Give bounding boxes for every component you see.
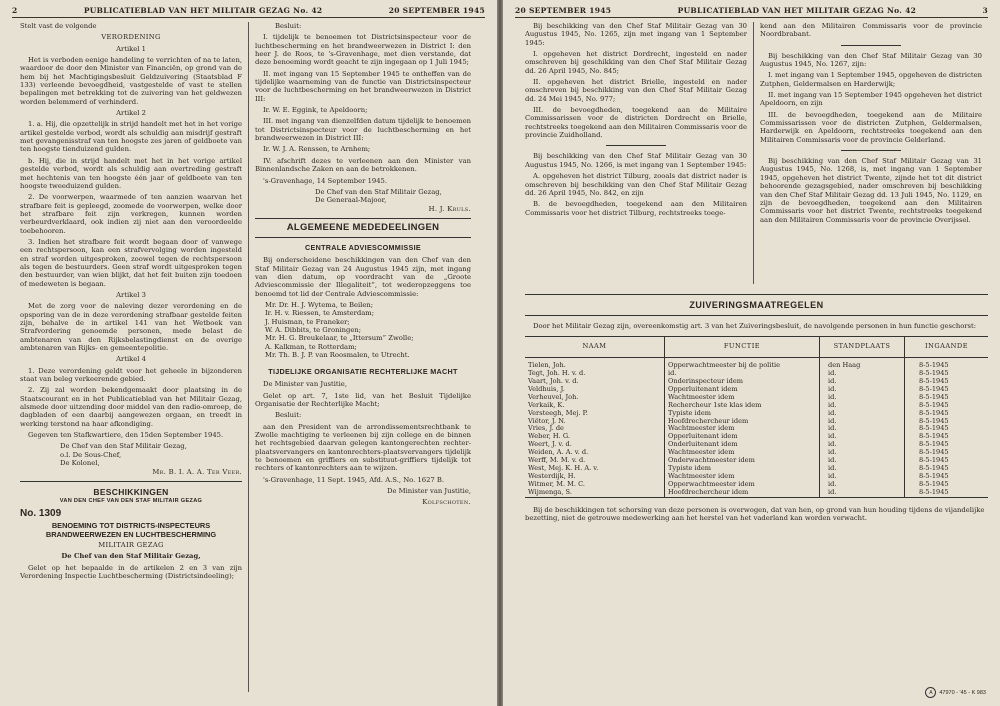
cell-location: id. xyxy=(820,481,905,489)
divider xyxy=(255,218,471,219)
article-1-title: Artikel 1 xyxy=(116,44,146,53)
running-header-left xyxy=(12,6,485,18)
cell-name: Tielen, Joh. xyxy=(528,361,566,370)
cell-start-date: 8-5-1945 xyxy=(905,358,989,370)
signature-line-3: De Kolonel, xyxy=(60,459,100,468)
signatory-name: H. J. Kruls. xyxy=(428,204,471,213)
cell-function: Opperwachtmeester idem xyxy=(665,481,820,489)
notice-1-item-3: III. de bevoegdheden, toegekend aan de Militaire Commissarissen voor de districten Dordrecht en Brielle, rechtstreeks toegekend aan den Militairen Commissaris voor de provincie Zuidholland. xyxy=(525,106,747,140)
cell-name: Verkaik, K. xyxy=(528,400,565,409)
cell-name: Tegt, Joh. H. v. d. xyxy=(528,369,586,378)
cell-location: id. xyxy=(820,449,905,457)
cell-name: Witmer, M. M. C. xyxy=(528,479,585,488)
cell-start-date: 8-5-1945 xyxy=(905,481,989,489)
given-line: Gegeven ten Stafkwartiere, den 15den September 1945. xyxy=(28,431,224,440)
decision-item-4: IV. afschrift dezes te verleenen aan den Minister van Binnenlandsche Zaken en aan de betrokkenen. xyxy=(255,156,471,174)
cell-function: Typiste idem xyxy=(665,465,820,473)
cell-name: Verheuvel, Joh. xyxy=(528,392,579,401)
cell-start-date: 8-5-1945 xyxy=(905,433,989,441)
decision-number: No. 1309 xyxy=(20,507,62,519)
column-rule xyxy=(753,22,754,284)
cell-start-date: 8-5-1945 xyxy=(905,394,989,402)
publication-title: PUBLICATIEBLAD VAN HET MILITAIR GEZAG No. 42 xyxy=(83,6,323,15)
list-item: W. A. Dibbits, te Groningen; xyxy=(265,325,362,334)
list-item: Mr. Th. B. J. P. van Roosmalen, te Utrecht. xyxy=(265,351,410,359)
right-column-1 xyxy=(525,22,747,284)
cell-name: Weber, H. G. xyxy=(528,432,570,441)
cell-location: den Haag xyxy=(820,358,905,370)
cell-start-date: 8-5-1945 xyxy=(905,449,989,457)
cell-function: Opperwachtmeester bij de politie xyxy=(665,358,820,370)
printer-seal-icon: A xyxy=(925,687,936,698)
left-page xyxy=(0,0,497,706)
article-1-text: Het is verboden eenige handeling te verrichten of na te laten, waardoor de door den Minister van Financiën, op grond van de hem bij het Machtigingsbesluit Geldzuivering (Staatsblad F 133) verleende bevoegdheid, vastgestelde of vast te stellen bepalingen met betrekking tot de zuivering van het geldwezen worden belemmerd of verhinderd. xyxy=(20,56,242,106)
list-item: Ir. H. v. Riessen, te Amsterdam; xyxy=(265,309,375,318)
purge-intro: Door het Militair Gezag zijn, overeenkomstig art. 3 van het Zuiveringsbesluit, de navolgende personen in hun functie geschorst: xyxy=(533,322,977,330)
cell-function: Typiste idem xyxy=(665,410,820,418)
cell-start-date: 8-5-1945 xyxy=(905,402,989,410)
notice-4-text: Bij beschikking van den Chef Staf Militair Gezag van 31 Augustus 1945, No. 1268, is, met ingang van 1 September 1945, opgeheven het district Twente, zijnde het tot dit district behoorende gezagsgebied, nader omschreven bij beschikking van den Chef Staf Militair Gezag dd. 13 Juli 1945, No. 1129, en zijn de bevoegdheden, toegekend aan den Militairen Commissaris voor het district Twente, rechtstreeks toegekend aan den Militairen Commissaris voor de provincie Overijssel. xyxy=(760,157,982,224)
cell-location: id. xyxy=(820,489,905,497)
left-column-2 xyxy=(255,22,471,692)
decisions-heading: BESCHIKKINGEN xyxy=(93,486,169,497)
list-item: Mr. Dr. H. J. Wytema, te Beilen; xyxy=(265,300,374,309)
running-header-right xyxy=(515,6,988,18)
right-column-2 xyxy=(760,22,982,284)
cell-function: Onderinspecteur idem xyxy=(665,378,820,386)
column-header-location: STANDPLAATS xyxy=(820,337,905,358)
cell-name: Weert, J. v. d. xyxy=(528,440,572,449)
article-4-title: Artikel 4 xyxy=(116,355,146,364)
place-date: 's-Gravenhage, 14 September 1945. xyxy=(263,176,388,185)
cell-name: Viëtor, J. N. xyxy=(528,416,566,425)
cell-function: Opperluitenant idem xyxy=(665,386,820,394)
cell-name: Wijmenga, S. xyxy=(528,487,572,496)
cell-function: Onderluitenant idem xyxy=(665,441,820,449)
cell-start-date: 8-5-1945 xyxy=(905,418,989,426)
page-number: 2 xyxy=(12,6,18,15)
announcements-heading: ALGEMEENE MEDEDEELINGEN xyxy=(286,221,440,233)
purge-footnote: Bij de beschikkingen tot schorsing van deze personen is overwogen, dat van hen, op grond van hun houding tijdens de vijandelijke bezetting, niet de getrouwe medewerking aan het herstel van het vaderland kan worden verwacht. xyxy=(525,505,985,522)
decision-title: BENOEMING TOT DISTRICTS-INSPECTEURS BRANDWEERWEZEN EN LUCHTBESCHERMING xyxy=(45,520,217,539)
cell-location: id. xyxy=(820,410,905,418)
table-header-row xyxy=(525,337,988,358)
signature-line-1: De Chef van den Staf Militair Gezag, xyxy=(315,187,442,196)
divider xyxy=(606,145,666,146)
cell-location: id. xyxy=(820,441,905,449)
intro-text: Stelt vast de volgende xyxy=(20,22,97,30)
purge-measures-heading: ZUIVERINGSMAATREGELEN xyxy=(525,294,988,316)
notice-2-continued: kend aan den Militairen Commissaris voor de provincie Noordbrabant. xyxy=(760,22,982,39)
article-2-para-2: 2. De voorwerpen, waarmede of ten aanzien waarvan het strafbare feit is gepleegd, zoomede de voorwerpen, welke door het strafbare feit zijn verkregen, kunnen worden verbeurdverklaard, ook indien zij niet aan den veroordeelde toebehooren. xyxy=(20,193,242,235)
cell-start-date: 8-5-1945 xyxy=(905,370,989,378)
notice-1-item-2: II. opgeheven het district Brielle, ingesteld en nader omschreven bij beschikking van den Chef Staf Militair Gezag dd. 24 Mei 1945, No. 977; xyxy=(525,78,747,103)
cell-start-date: 8-5-1945 xyxy=(905,441,989,449)
left-column-1 xyxy=(20,22,242,692)
cell-function: Rechercheur 1ste klas idem xyxy=(665,402,820,410)
military-authority-label: MILITAIR GEZAG xyxy=(98,540,164,549)
list-item: J. Huisman, te Franeker; xyxy=(265,317,350,326)
cell-location: id. xyxy=(820,465,905,473)
decision-item-3-name: Ir. W. J. A. Renssen, te Arnhem; xyxy=(263,145,371,154)
cell-function: Hoofdrechercheur idem xyxy=(665,418,820,426)
article-2-para-3: 3. Indien het strafbare feit wordt begaan door of vanwege een rechtspersoon, kan een strafvervolging worden ingesteld en straf worden uitgesproken, zoowel tegen de rechtspersoon als tegen de bestuurders. Geen straf wordt uitgesproken tegen den bestuurder, van wien blijkt, dat het feit buiten zijn toedoen of medeweten is begaan. xyxy=(20,237,242,288)
printer-imprint xyxy=(925,687,986,698)
cell-start-date: 8-5-1945 xyxy=(905,378,989,386)
publication-date: 20 SEPTEMBER 1945 xyxy=(515,6,612,15)
cell-location: id. xyxy=(820,378,905,386)
cell-function: Wachtmeester idem xyxy=(665,473,820,481)
minister-name: Kolfschoten. xyxy=(422,498,471,507)
article-3-title: Artikel 3 xyxy=(116,290,146,299)
cell-name: Vries, J. de xyxy=(528,424,564,433)
cell-function: Wachtmeester idem xyxy=(665,449,820,457)
cell-function: id. xyxy=(665,370,820,378)
cell-start-date: 8-5-1945 xyxy=(905,425,989,433)
judicial-organisation-heading: TIJDELIJKE ORGANISATIE RECHTERLIJKE MACHT xyxy=(268,367,458,377)
column-header-start-date: INGAANDE xyxy=(905,337,989,358)
signature-line-1: De Chef van den Staf Militair Gezag, xyxy=(60,442,187,451)
cell-function: Onderwachtmeester idem xyxy=(665,457,820,465)
cell-function: Wachtmeester idem xyxy=(665,394,820,402)
cell-location: id. xyxy=(820,370,905,378)
besluit-label: Besluit: xyxy=(275,22,302,30)
cell-name: Veldhuis, J. xyxy=(528,384,565,393)
gelet-text: Gelet op het bepaalde in de artikelen 2 en 3 van zijn Verordening Inspectie Luchtbescherming (Districtsindeeling); xyxy=(20,563,242,580)
page-number: 3 xyxy=(982,6,988,15)
cell-name: Weiden, A. A. v. d. xyxy=(528,448,589,457)
article-2-title: Artikel 2 xyxy=(116,109,146,118)
table-body xyxy=(525,358,988,497)
notice-3-text: Bij beschikking van den Chef Staf Militair Gezag van 30 Augustus 1945, No. 1267, zijn: xyxy=(760,51,982,69)
decision-item-3: III. met ingang van dienzelfden datum tijdelijk te benoemen tot Districtsinspecteur voor de luchtbescherming en het brandweerwezen in District III: xyxy=(255,117,471,143)
cell-location: id. xyxy=(820,433,905,441)
chief-label: De Chef van den Staf Militair Gezag, xyxy=(61,552,201,561)
divider xyxy=(20,481,242,482)
judicial-decision-text: aan den President van de arrondissementsrechtbank te Zwolle machtiging te verleenen bij zijn college en de binnen het rechtsgebied daarvan gelegen kantongerechten rechter-plaatsvervangers en kantonrechters-plaatsvervangers tijdelijk te benoemen en griffiers en substituut-griffiers tijdelijk tot rechters of kantonrechters aan te wijzen. xyxy=(255,422,471,473)
cell-start-date: 8-5-1945 xyxy=(905,410,989,418)
cell-location: id. xyxy=(820,418,905,426)
article-2-para-1a: 1. a. Hij, die opzettelijk in strijd handelt met het in het vorige artikel gestelde verbod, wordt als schuldig aan misdrijf gestraft met gevangenisstraf van ten hoogste zes jaren of geldboete van ten hoogste tienduizend gulden. xyxy=(20,120,242,154)
minister-signature-line: De Minister van Justitie, xyxy=(387,487,471,496)
suspension-table xyxy=(525,336,988,497)
notice-2-text: Bij beschikking van den Chef Staf Militair Gezag van 30 Augustus 1945, No. 1266, is met ingang van 1 September 1945: xyxy=(525,152,747,169)
notice-2-item-a: A. opgeheven het district Tilburg, zooals dat district nader is omschreven bij beschikking van den Chef Staf Militair Gezag dd. 26 April 1945, No. 842, en zijn xyxy=(525,172,747,197)
divider xyxy=(841,45,901,46)
cell-start-date: 8-5-1945 xyxy=(905,489,989,497)
besluit-label-2: Besluit: xyxy=(275,411,302,420)
cell-location: id. xyxy=(820,386,905,394)
list-item: Mr. H. G. Breukelaar, te „Ittersum” Zwolle; xyxy=(265,334,414,343)
divider xyxy=(255,237,471,238)
article-3-text: Met de zorg voor de naleving dezer verordening en de opsporing van de in deze verordening strafbaar gestelde feiten zijn, behalve de in artikel 141 van het Wetboek van Strafvordering genoemde personen, mede belast de ambtenaren van den Rijksbelastingdienst en de overige ambtenaren van Rijks- en gemeentepolitie. xyxy=(20,302,242,353)
minister-label: De Minister van Justitie, xyxy=(263,380,347,389)
advisory-committee-heading: CENTRALE ADVIESCOMMISSIE xyxy=(305,243,421,253)
notice-3-item-3: III. de bevoegdheden, toegekend aan de Militaire Commissarissen voor de districten Zutphen, Geldermalsen, Harderwijk en Apeldoorn, rechtstreeks toegekend aan den Militairen Commissaris voor de provincie Gelderland. xyxy=(760,110,982,144)
ordinance-heading: VERORDENING xyxy=(101,33,161,42)
notice-3-item-1: I. met ingang van 1 September 1945, opgeheven de districten Zutphen, Geldermalsen en Harderwijk; xyxy=(760,71,982,88)
notice-1-item-1: I. opgeheven het district Dordrecht, ingesteld en nader omschreven bij geschikking van den Chef Staf Militair Gezag dd. 26 April 1945, No. 845; xyxy=(525,50,747,75)
article-4-para-1: 1. Deze verordening geldt voor het geheele in bijzonderen staat van beleg verkeerende gebied. xyxy=(20,366,242,384)
table-row xyxy=(525,489,988,497)
article-2-para-1b: b. Hij, die in strijd handelt met het in het vorige artikel gestelde verbod, wordt als schuldig aan overtreding gestraft met hechtenis van ten hoogste één jaar of geldboete van ten hoogste tweeduizend gulden. xyxy=(20,156,242,190)
cell-function: Opperluitenant idem xyxy=(665,433,820,441)
column-header-function: FUNCTIE xyxy=(665,337,820,358)
divider xyxy=(841,150,901,151)
district-notices xyxy=(525,22,988,284)
decisions-subheading: VAN DEN CHEF VAN DEN STAF MILITAIR GEZAG xyxy=(59,498,203,505)
cell-function: Wachtmeester idem xyxy=(665,425,820,433)
cell-name: West, Mej. K. H. A. v. xyxy=(528,463,599,472)
cell-name: Vaart, Joh. v. d. xyxy=(528,377,579,386)
cell-name: Westerdijk, H. xyxy=(528,471,576,480)
signature-line-2: o.l. De Sous-Chef, xyxy=(60,450,122,459)
column-header-name: NAAM xyxy=(525,337,665,358)
publication-title: PUBLICATIEBLAD VAN HET MILITAIR GEZAG No. 42 xyxy=(677,6,917,15)
cell-location: id. xyxy=(820,402,905,410)
right-page xyxy=(503,0,1000,706)
notice-3-item-2: II. met ingang van 15 September 1945 opgeheven het district Apeldoorn, en zijn xyxy=(760,91,982,108)
advisory-committee-text: Bij onderscheidene beschikkingen van den Chef van den Staf Militair Gezag van 24 Augustus 1945 zijn, met ingang van dien datum, op voordracht van de „Groote Adviescommissie der Illegaliteit”, tot wederopzeggens toe benoemd tot lid der Centrale Adviescommissie: xyxy=(255,256,471,298)
signatory-name: Mr. B. I. A. A. Ter Veer. xyxy=(152,467,242,476)
cell-start-date: 8-5-1945 xyxy=(905,473,989,481)
decision-item-2-name: Ir. W. E. Eggink, te Apeldoorn; xyxy=(263,106,368,115)
notice-2-item-b: B. de bevoegdheden, toegekend aan den Militairen Commissaris voor het district Tilburg, rechtstreeks toege- xyxy=(525,200,747,217)
cell-name: Versteegh, Mej. P. xyxy=(528,408,588,417)
member-list xyxy=(255,301,471,359)
publication-date: 20 SEPTEMBER 1945 xyxy=(388,6,485,15)
place-date-2: 's-Gravenhage, 11 Sept. 1945, Afd. A.S., No. 1627 B. xyxy=(263,475,445,484)
decision-item-2: II. met ingang van 15 September 1945 te ontheffen van de tijdelijke waarneming van de functie van Districtsinspecteur voor de luchtbescherming en het brandweerwezen in District III: xyxy=(255,69,471,103)
cell-location: id. xyxy=(820,394,905,402)
cell-location: id. xyxy=(820,457,905,465)
print-code: 47970 - '45 - K 983 xyxy=(939,689,986,696)
cell-function: Hoofdrechercheur idem xyxy=(665,489,820,497)
column-rule xyxy=(248,22,249,692)
judicial-gelet: Gelet op art. 7, 1ste lid, van het Besluit Tijdelijke Organisatie der Rechterlijke Macht; xyxy=(255,391,471,409)
list-item: A. Kalkman, te Rotterdam; xyxy=(265,342,357,351)
cell-start-date: 8-5-1945 xyxy=(905,457,989,465)
signature-line-2: De Generaal-Majoor, xyxy=(315,196,387,205)
article-4-para-2: 2. Zij zal worden bekendgemaakt door plaatsing in de Staatscourant en in het Publicatieblad van het Militair Gezag, alsmede door uitzending door middel van den radio-omroep, de dagbladen of een daarbij aangewezen orgaan, en treedt in werking terstond na haar afkondiging. xyxy=(20,386,242,428)
cell-location: id. xyxy=(820,473,905,481)
cell-name: Werff, M. M. v. d. xyxy=(528,456,586,465)
decision-item-1: I. tijdelijk te benoemen tot Districtsinspecteur voor de luchtbescherming en het brandweerwezen in District I: den heer J. de Roos, te 's-Gravenhage, met dien verstande, dat deze benoeming wordt geacht te zijn ingegaan op 1 Juli 1945; xyxy=(255,33,471,67)
cell-start-date: 8-5-1945 xyxy=(905,386,989,394)
cell-location: id. xyxy=(820,425,905,433)
cell-start-date: 8-5-1945 xyxy=(905,465,989,473)
notice-1-text: Bij beschikking van den Chef Staf Militair Gezag van 30 Augustus 1945, No. 1265, zijn met ingang van 1 September 1945: xyxy=(525,22,747,47)
